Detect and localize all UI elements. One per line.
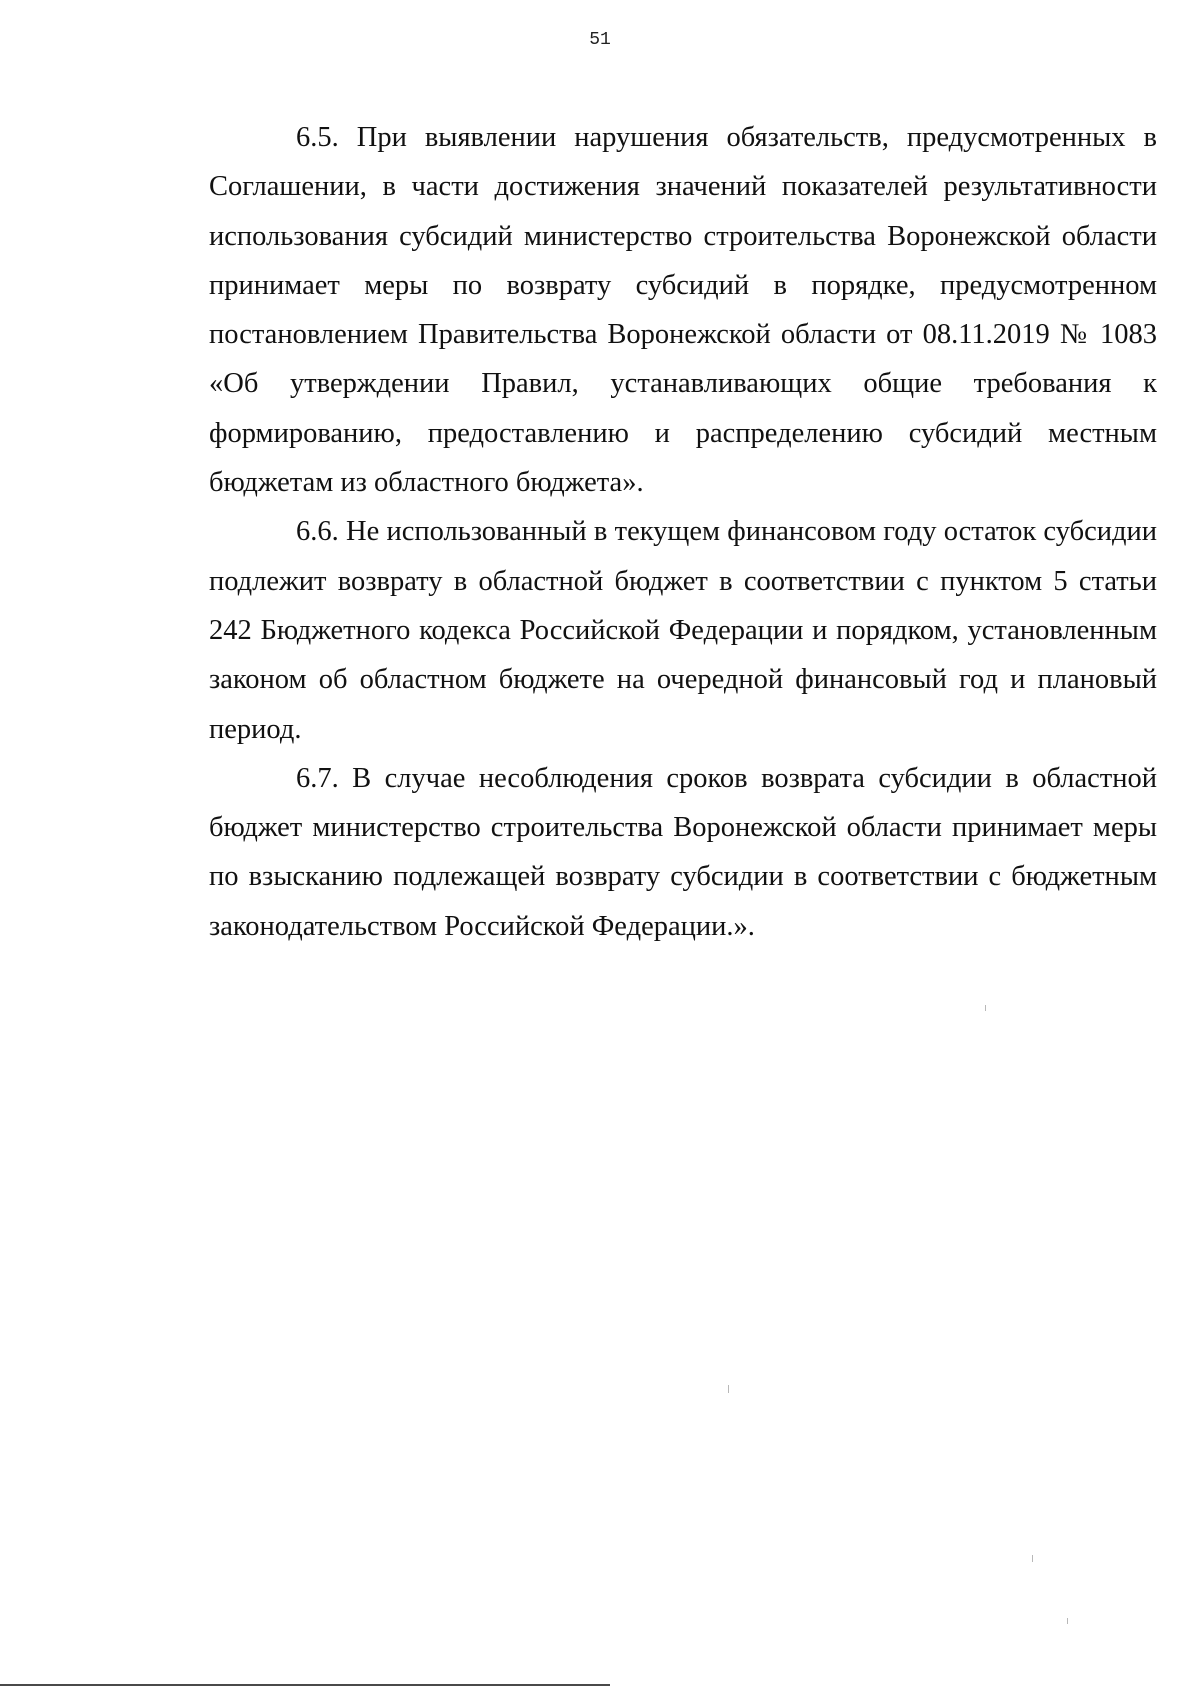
text-line: бюджетам из областного бюджета». — [209, 467, 644, 499]
scan-artifact — [1032, 1555, 1033, 1562]
bottom-edge-rule — [0, 1684, 610, 1686]
text-line: законом об областном бюджете на очередной финансовый год и плановый — [209, 664, 1157, 696]
text-line: 6.5. При выявлении нарушения обязательств, предусмотренных в — [296, 122, 1157, 153]
text-line: принимает меры по возврату субсидий в порядке, предусмотренном — [209, 269, 1157, 301]
scan-artifact — [728, 1385, 729, 1393]
document-body — [209, 113, 1157, 951]
page-number: 51 — [589, 30, 611, 50]
paragraph-6-6 — [209, 507, 1157, 753]
text-line: период. — [209, 713, 302, 745]
text-line: законодательством Российской Федерации.». — [209, 910, 755, 942]
paragraph-6-7 — [209, 754, 1157, 951]
paragraph-6-5 — [209, 113, 1157, 507]
text-line: бюджет министерство строительства Воронежской области принимает меры — [209, 812, 1157, 844]
text-line: «Об утверждении Правил, устанавливающих общие требования к — [209, 368, 1157, 400]
text-line: постановлением Правительства Воронежской области от 08.11.2019 № 1083 — [209, 319, 1157, 351]
scan-artifact — [1067, 1618, 1068, 1624]
text-line: подлежит возврату в областной бюджет в соответствии с пунктом 5 статьи — [209, 565, 1157, 597]
scan-artifact — [985, 1005, 986, 1011]
text-line: 6.6. Не использованный в текущем финансовом году остаток субсидии — [296, 516, 1157, 548]
text-line: Соглашении, в части достижения значений показателей результативности — [209, 171, 1157, 203]
text-line: 242 Бюджетного кодекса Российской Федерации и порядком, установленным — [209, 614, 1157, 646]
text-line: использования субсидий министерство строительства Воронежской области — [209, 220, 1157, 252]
text-line: 6.7. В случае несоблюдения сроков возврата субсидии в областной — [296, 762, 1157, 794]
text-line: формированию, предоставлению и распределению субсидий местным — [209, 417, 1157, 449]
text-line: по взысканию подлежащей возврату субсидии в соответствии с бюджетным — [209, 861, 1157, 893]
